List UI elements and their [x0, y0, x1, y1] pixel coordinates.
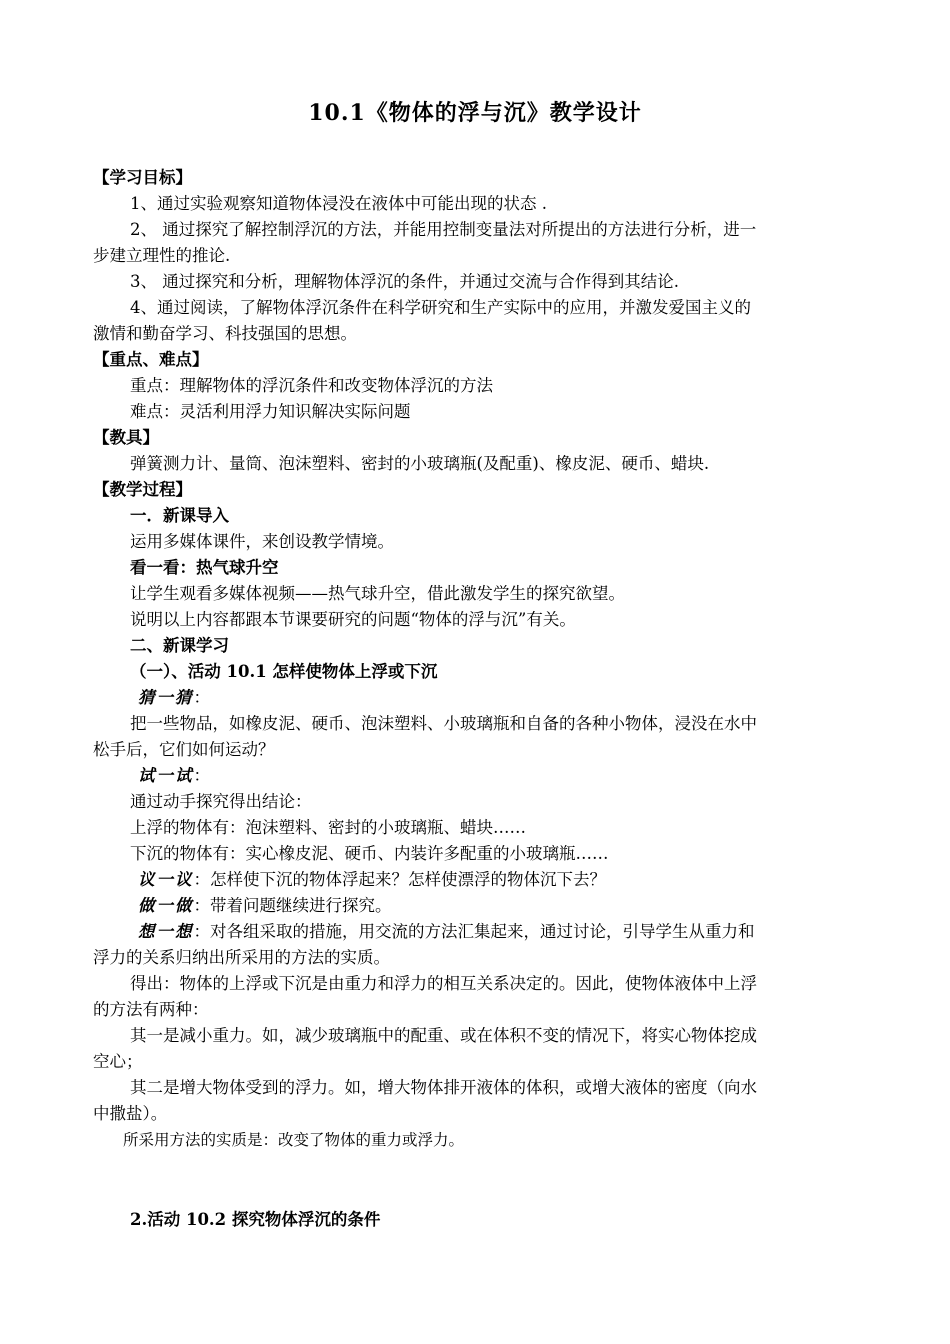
- result-line-2: 的方法有两种：: [93, 1000, 209, 1019]
- objective-item-3: 3、 通过探究和分析，理解物体浮沉的条件，并通过交流与合作得到其结论.: [130, 272, 679, 291]
- objective-item-1: 1、通过实验观察知道物体浸没在液体中可能出现的状态 .: [130, 194, 547, 213]
- method1-line-1: 其一是减小重力。如，减少玻璃瓶中的配重、或在体积不变的情况下，将实心物体挖成: [130, 1026, 757, 1045]
- discuss-text: ：怎样使下沉的物体浮起来？怎样使漂浮的物体沉下去？: [193, 870, 606, 889]
- essence-text: 所采用方法的实质是：改变了物体的重力或浮力。: [123, 1131, 465, 1149]
- tools-list: 弹簧测力计、量筒、泡沫塑料、密封的小玻璃瓶(及配重)、橡皮泥、硬币、蜡块.: [130, 454, 710, 473]
- look-title: 看一看：热气球升空: [130, 558, 279, 577]
- guess-text-line-2: 松手后，它们如何运动？: [93, 740, 275, 759]
- guess-colon: ：: [193, 688, 210, 707]
- part1-text: 运用多媒体课件，来创设教学情境。: [130, 532, 394, 551]
- try-label: 试一试: [138, 766, 194, 785]
- objectives-heading: 【学习目标】: [93, 168, 192, 187]
- do-text: ：带着问题继续进行探究。: [193, 896, 392, 915]
- objective-item-2-line-1: 2、 通过探究了解控制浮沉的方法，并能用控制变量法对所提出的方法进行分析，进一: [130, 220, 757, 239]
- process-heading: 【教学过程】: [93, 480, 192, 499]
- activity1-title: （一）、活动 10.1 怎样使物体上浮或下沉: [130, 662, 438, 681]
- do-line: [138, 893, 863, 919]
- discuss-label: 议一议: [138, 870, 194, 889]
- think-text-line-1: ：对各组采取的措施，用交流的方法汇集起来，通过讨论，引导学生从重力和: [193, 922, 755, 941]
- do-label: 做一做: [138, 896, 194, 915]
- try-colon: ：: [193, 766, 210, 785]
- float-text: 上浮的物体有：泡沫塑料、密封的小玻璃瓶、蜡块……: [130, 818, 526, 837]
- result-line-1: 得出：物体的上浮或下沉是由重力和浮力的相互关系决定的。因此，使物体液体中上浮: [130, 974, 757, 993]
- part1-title: 一．新课导入: [130, 506, 229, 525]
- objective-item-2-line-2: 步建立理性的推论.: [93, 246, 231, 265]
- objective-item-4-line-2: 激情和勤奋学习、科技强国的思想。: [93, 324, 357, 343]
- discuss-line: [138, 867, 863, 893]
- method1-line-2: 空心；: [93, 1052, 143, 1071]
- tools-heading: 【教具】: [93, 428, 159, 447]
- keypoint-difficult: 难点：灵活利用浮力知识解决实际问题: [130, 402, 411, 421]
- guess-text-line-1: 把一些物品，如橡皮泥、硬币、泡沫塑料、小玻璃瓶和自备的各种小物体，浸没在水中: [130, 714, 757, 733]
- guess-label: 猜一猜: [138, 688, 194, 707]
- explain-text: 说明以上内容都跟本节课要研究的问题“物体的浮与沉”有关。: [130, 610, 576, 629]
- try-text: 通过动手探究得出结论：: [130, 792, 312, 811]
- objective-item-4-line-1: 4、通过阅读，了解物体浮沉条件在科学研究和生产实际中的应用，并激发爱国主义的: [130, 298, 751, 317]
- document-title: 10.1《物体的浮与沉》教学设计: [308, 100, 642, 126]
- method2-line-2: 中撒盐）。: [93, 1104, 168, 1123]
- keypoints-heading: 【重点、难点】: [93, 350, 209, 369]
- think-label: 想一想: [138, 922, 194, 941]
- activity2-title: 2.活动 10.2 探究物体浮沉的条件: [130, 1210, 381, 1229]
- part2-title: 二、新课学习: [130, 636, 229, 655]
- look-text: 让学生观看多媒体视频——热气球升空，借此激发学生的探究欲望。: [130, 584, 625, 603]
- keypoint-key: 重点：理解物体的浮沉条件和改变物体浮沉的方法: [130, 376, 493, 395]
- try-line: [138, 763, 863, 789]
- sink-text: 下沉的物体有：实心橡皮泥、硬币、内装许多配重的小玻璃瓶……: [130, 844, 609, 863]
- guess-line: [138, 685, 863, 711]
- method2-line-1: 其二是增大物体受到的浮力。如，增大物体排开液体的体积，或增大液体的密度（向水: [130, 1078, 757, 1097]
- think-line: [138, 919, 863, 945]
- think-text-line-2: 浮力的关系归纳出所采用的方法的实质。: [93, 948, 390, 967]
